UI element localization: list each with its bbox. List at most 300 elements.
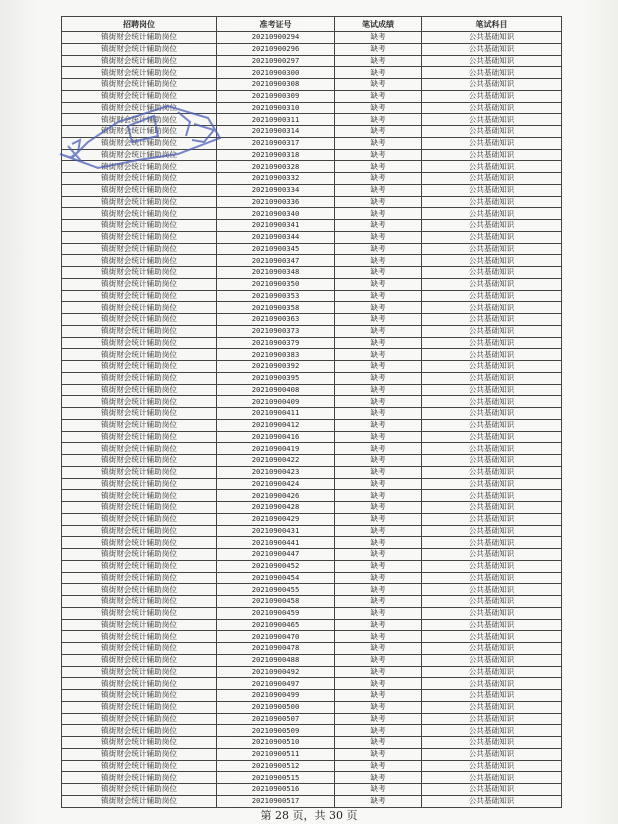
- header-subject: 笔试科目: [422, 17, 562, 32]
- cell-subject: 公共基础知识: [422, 231, 562, 243]
- cell-score: 缺考: [335, 455, 422, 467]
- cell-exam-id: 20210900478: [217, 643, 335, 655]
- cell-exam-id: 20210900458: [217, 596, 335, 608]
- cell-position: 镇街财会统计辅助岗位: [62, 349, 217, 361]
- cell-exam-id: 20210900340: [217, 208, 335, 220]
- cell-subject: 公共基础知识: [422, 408, 562, 420]
- table-row: [62, 231, 562, 243]
- cell-subject: 公共基础知识: [422, 772, 562, 784]
- cell-score: 缺考: [335, 502, 422, 514]
- cell-subject: 公共基础知识: [422, 619, 562, 631]
- cell-subject: 公共基础知识: [422, 208, 562, 220]
- table-row: [62, 220, 562, 232]
- table-row: [62, 513, 562, 525]
- cell-position: 镇街财会统计辅助岗位: [62, 372, 217, 384]
- cell-subject: 公共基础知识: [422, 725, 562, 737]
- cell-exam-id: 20210900470: [217, 631, 335, 643]
- cell-score: 缺考: [335, 690, 422, 702]
- table-row: [62, 67, 562, 79]
- cell-exam-id: 20210900347: [217, 255, 335, 267]
- header-position: 招聘岗位: [62, 17, 217, 32]
- cell-subject: 公共基础知识: [422, 384, 562, 396]
- cell-subject: 公共基础知识: [422, 560, 562, 572]
- table-row: [62, 466, 562, 478]
- cell-position: 镇街财会统计辅助岗位: [62, 443, 217, 455]
- cell-subject: 公共基础知识: [422, 314, 562, 326]
- cell-subject: 公共基础知识: [422, 478, 562, 490]
- cell-score: 缺考: [335, 748, 422, 760]
- cell-exam-id: 20210900447: [217, 549, 335, 561]
- cell-exam-id: 20210900328: [217, 161, 335, 173]
- table-row: [62, 748, 562, 760]
- cell-subject: 公共基础知识: [422, 631, 562, 643]
- table-row: [62, 396, 562, 408]
- cell-exam-id: 20210900311: [217, 114, 335, 126]
- cell-score: 缺考: [335, 278, 422, 290]
- cell-score: 缺考: [335, 102, 422, 114]
- cell-score: 缺考: [335, 631, 422, 643]
- cell-subject: 公共基础知识: [422, 184, 562, 196]
- cell-position: 镇街财会统计辅助岗位: [62, 419, 217, 431]
- cell-subject: 公共基础知识: [422, 643, 562, 655]
- table-row: [62, 32, 562, 44]
- table-row: [62, 278, 562, 290]
- cell-exam-id: 20210900297: [217, 55, 335, 67]
- cell-exam-id: 20210900515: [217, 772, 335, 784]
- cell-exam-id: 20210900308: [217, 79, 335, 91]
- cell-exam-id: 20210900411: [217, 408, 335, 420]
- cell-subject: 公共基础知识: [422, 255, 562, 267]
- cell-score: 缺考: [335, 549, 422, 561]
- table-row: [62, 690, 562, 702]
- table-row: [62, 795, 562, 807]
- table-row: [62, 302, 562, 314]
- cell-exam-id: 20210900296: [217, 43, 335, 55]
- cell-position: 镇街财会统计辅助岗位: [62, 549, 217, 561]
- cell-position: 镇街财会统计辅助岗位: [62, 255, 217, 267]
- cell-exam-id: 20210900510: [217, 737, 335, 749]
- cell-exam-id: 20210900358: [217, 302, 335, 314]
- cell-position: 镇街财会统计辅助岗位: [62, 79, 217, 91]
- cell-exam-id: 20210900419: [217, 443, 335, 455]
- cell-score: 缺考: [335, 384, 422, 396]
- cell-subject: 公共基础知识: [422, 90, 562, 102]
- results-table: [61, 16, 562, 808]
- cell-subject: 公共基础知识: [422, 525, 562, 537]
- cell-subject: 公共基础知识: [422, 126, 562, 138]
- cell-score: 缺考: [335, 408, 422, 420]
- cell-score: 缺考: [335, 220, 422, 232]
- page-number: 第 28 页，共 30 页: [260, 809, 358, 822]
- cell-exam-id: 20210900459: [217, 607, 335, 619]
- table-row: [62, 654, 562, 666]
- cell-subject: 公共基础知识: [422, 79, 562, 91]
- table-row: [62, 701, 562, 713]
- cell-position: 镇街财会统计辅助岗位: [62, 278, 217, 290]
- cell-exam-id: 20210900499: [217, 690, 335, 702]
- cell-position: 镇街财会统计辅助岗位: [62, 208, 217, 220]
- cell-position: 镇街财会统计辅助岗位: [62, 596, 217, 608]
- cell-score: 缺考: [335, 737, 422, 749]
- cell-score: 缺考: [335, 349, 422, 361]
- cell-position: 镇街财会统计辅助岗位: [62, 67, 217, 79]
- cell-position: 镇街财会统计辅助岗位: [62, 607, 217, 619]
- cell-position: 镇街财会统计辅助岗位: [62, 302, 217, 314]
- cell-subject: 公共基础知识: [422, 443, 562, 455]
- cell-exam-id: 20210900512: [217, 760, 335, 772]
- cell-exam-id: 20210900334: [217, 184, 335, 196]
- cell-subject: 公共基础知识: [422, 349, 562, 361]
- table-row: [62, 90, 562, 102]
- table-row: [62, 208, 562, 220]
- cell-exam-id: 20210900300: [217, 67, 335, 79]
- cell-subject: 公共基础知识: [422, 572, 562, 584]
- cell-score: 缺考: [335, 584, 422, 596]
- cell-position: 镇街财会统计辅助岗位: [62, 560, 217, 572]
- cell-subject: 公共基础知识: [422, 243, 562, 255]
- cell-exam-id: 20210900348: [217, 267, 335, 279]
- header-score: 笔试成绩: [335, 17, 422, 32]
- table-row: [62, 725, 562, 737]
- cell-score: 缺考: [335, 666, 422, 678]
- cell-position: 镇街财会统计辅助岗位: [62, 431, 217, 443]
- cell-score: 缺考: [335, 490, 422, 502]
- cell-score: 缺考: [335, 196, 422, 208]
- cell-subject: 公共基础知识: [422, 137, 562, 149]
- cell-subject: 公共基础知识: [422, 43, 562, 55]
- cell-score: 缺考: [335, 466, 422, 478]
- cell-score: 缺考: [335, 325, 422, 337]
- cell-subject: 公共基础知识: [422, 654, 562, 666]
- cell-exam-id: 20210900412: [217, 419, 335, 431]
- cell-exam-id: 20210900511: [217, 748, 335, 760]
- cell-position: 镇街财会统计辅助岗位: [62, 290, 217, 302]
- table-row: [62, 784, 562, 796]
- cell-score: 缺考: [335, 478, 422, 490]
- cell-score: 缺考: [335, 267, 422, 279]
- table-row: [62, 490, 562, 502]
- cell-position: 镇街财会统计辅助岗位: [62, 795, 217, 807]
- cell-score: 缺考: [335, 396, 422, 408]
- cell-subject: 公共基础知识: [422, 325, 562, 337]
- table-row: [62, 560, 562, 572]
- cell-exam-id: 20210900317: [217, 137, 335, 149]
- cell-score: 缺考: [335, 725, 422, 737]
- cell-score: 缺考: [335, 513, 422, 525]
- table-row: [62, 79, 562, 91]
- cell-subject: 公共基础知识: [422, 690, 562, 702]
- table-row: [62, 419, 562, 431]
- cell-subject: 公共基础知识: [422, 290, 562, 302]
- cell-exam-id: 20210900426: [217, 490, 335, 502]
- cell-score: 缺考: [335, 79, 422, 91]
- table-row: [62, 408, 562, 420]
- cell-exam-id: 20210900492: [217, 666, 335, 678]
- cell-position: 镇街财会统计辅助岗位: [62, 666, 217, 678]
- cell-subject: 公共基础知识: [422, 596, 562, 608]
- cell-score: 缺考: [335, 537, 422, 549]
- cell-subject: 公共基础知识: [422, 196, 562, 208]
- cell-score: 缺考: [335, 784, 422, 796]
- table-row: [62, 314, 562, 326]
- cell-score: 缺考: [335, 713, 422, 725]
- cell-exam-id: 20210900408: [217, 384, 335, 396]
- cell-position: 镇街财会统计辅助岗位: [62, 55, 217, 67]
- cell-position: 镇街财会统计辅助岗位: [62, 772, 217, 784]
- cell-subject: 公共基础知识: [422, 173, 562, 185]
- table-row: [62, 455, 562, 467]
- cell-position: 镇街财会统计辅助岗位: [62, 231, 217, 243]
- table-row: [62, 478, 562, 490]
- cell-position: 镇街财会统计辅助岗位: [62, 678, 217, 690]
- cell-exam-id: 20210900379: [217, 337, 335, 349]
- cell-score: 缺考: [335, 525, 422, 537]
- cell-exam-id: 20210900429: [217, 513, 335, 525]
- cell-subject: 公共基础知识: [422, 102, 562, 114]
- table-row: [62, 666, 562, 678]
- cell-exam-id: 20210900422: [217, 455, 335, 467]
- cell-score: 缺考: [335, 126, 422, 138]
- table-row: [62, 149, 562, 161]
- cell-position: 镇街财会统计辅助岗位: [62, 725, 217, 737]
- cell-position: 镇街财会统计辅助岗位: [62, 784, 217, 796]
- cell-exam-id: 20210900452: [217, 560, 335, 572]
- cell-exam-id: 20210900373: [217, 325, 335, 337]
- cell-score: 缺考: [335, 67, 422, 79]
- cell-position: 镇街财会统计辅助岗位: [62, 748, 217, 760]
- table-row: [62, 619, 562, 631]
- cell-exam-id: 20210900345: [217, 243, 335, 255]
- cell-position: 镇街财会统计辅助岗位: [62, 173, 217, 185]
- cell-subject: 公共基础知识: [422, 455, 562, 467]
- cell-exam-id: 20210900500: [217, 701, 335, 713]
- cell-subject: 公共基础知识: [422, 584, 562, 596]
- cell-position: 镇街财会统计辅助岗位: [62, 525, 217, 537]
- cell-position: 镇街财会统计辅助岗位: [62, 43, 217, 55]
- table-row: [62, 184, 562, 196]
- cell-position: 镇街财会统计辅助岗位: [62, 513, 217, 525]
- cell-exam-id: 20210900509: [217, 725, 335, 737]
- cell-score: 缺考: [335, 43, 422, 55]
- cell-score: 缺考: [335, 173, 422, 185]
- cell-position: 镇街财会统计辅助岗位: [62, 314, 217, 326]
- cell-subject: 公共基础知识: [422, 337, 562, 349]
- table-row: [62, 772, 562, 784]
- cell-position: 镇街财会统计辅助岗位: [62, 690, 217, 702]
- cell-score: 缺考: [335, 443, 422, 455]
- table-row: [62, 549, 562, 561]
- cell-score: 缺考: [335, 184, 422, 196]
- table-row: [62, 525, 562, 537]
- cell-score: 缺考: [335, 619, 422, 631]
- cell-score: 缺考: [335, 302, 422, 314]
- cell-exam-id: 20210900318: [217, 149, 335, 161]
- cell-subject: 公共基础知识: [422, 678, 562, 690]
- cell-subject: 公共基础知识: [422, 748, 562, 760]
- cell-position: 镇街财会统计辅助岗位: [62, 396, 217, 408]
- cell-score: 缺考: [335, 55, 422, 67]
- cell-score: 缺考: [335, 701, 422, 713]
- cell-subject: 公共基础知识: [422, 537, 562, 549]
- cell-position: 镇街财会统计辅助岗位: [62, 408, 217, 420]
- cell-exam-id: 20210900454: [217, 572, 335, 584]
- table-row: [62, 126, 562, 138]
- cell-subject: 公共基础知识: [422, 55, 562, 67]
- cell-subject: 公共基础知识: [422, 149, 562, 161]
- table-row: [62, 572, 562, 584]
- cell-exam-id: 20210900441: [217, 537, 335, 549]
- cell-score: 缺考: [335, 678, 422, 690]
- cell-position: 镇街财会统计辅助岗位: [62, 267, 217, 279]
- cell-exam-id: 20210900424: [217, 478, 335, 490]
- header-exam-id: 准考证号: [217, 17, 335, 32]
- table-body: [62, 32, 562, 808]
- cell-score: 缺考: [335, 231, 422, 243]
- cell-score: 缺考: [335, 32, 422, 44]
- cell-subject: 公共基础知识: [422, 549, 562, 561]
- cell-exam-id: 20210900332: [217, 173, 335, 185]
- table-row: [62, 114, 562, 126]
- cell-score: 缺考: [335, 772, 422, 784]
- cell-exam-id: 20210900497: [217, 678, 335, 690]
- cell-score: 缺考: [335, 290, 422, 302]
- table-row: [62, 631, 562, 643]
- cell-subject: 公共基础知识: [422, 67, 562, 79]
- cell-score: 缺考: [335, 255, 422, 267]
- table-row: [62, 173, 562, 185]
- cell-subject: 公共基础知识: [422, 161, 562, 173]
- cell-position: 镇街财会统计辅助岗位: [62, 713, 217, 725]
- table-row: [62, 372, 562, 384]
- cell-exam-id: 20210900507: [217, 713, 335, 725]
- table-row: [62, 349, 562, 361]
- cell-score: 缺考: [335, 607, 422, 619]
- cell-score: 缺考: [335, 654, 422, 666]
- cell-exam-id: 20210900455: [217, 584, 335, 596]
- cell-exam-id: 20210900314: [217, 126, 335, 138]
- cell-subject: 公共基础知识: [422, 502, 562, 514]
- cell-exam-id: 20210900310: [217, 102, 335, 114]
- cell-score: 缺考: [335, 795, 422, 807]
- cell-score: 缺考: [335, 314, 422, 326]
- cell-position: 镇街财会统计辅助岗位: [62, 478, 217, 490]
- cell-position: 镇街财会统计辅助岗位: [62, 490, 217, 502]
- cell-exam-id: 20210900423: [217, 466, 335, 478]
- cell-subject: 公共基础知识: [422, 607, 562, 619]
- cell-position: 镇街财会统计辅助岗位: [62, 760, 217, 772]
- cell-subject: 公共基础知识: [422, 361, 562, 373]
- cell-position: 镇街财会统计辅助岗位: [62, 114, 217, 126]
- cell-exam-id: 20210900431: [217, 525, 335, 537]
- cell-subject: 公共基础知识: [422, 466, 562, 478]
- cell-score: 缺考: [335, 643, 422, 655]
- cell-score: 缺考: [335, 560, 422, 572]
- table-row: [62, 361, 562, 373]
- cell-exam-id: 20210900395: [217, 372, 335, 384]
- cell-exam-id: 20210900392: [217, 361, 335, 373]
- cell-exam-id: 20210900409: [217, 396, 335, 408]
- cell-position: 镇街财会统计辅助岗位: [62, 584, 217, 596]
- table-row: [62, 443, 562, 455]
- cell-subject: 公共基础知识: [422, 267, 562, 279]
- cell-score: 缺考: [335, 243, 422, 255]
- cell-subject: 公共基础知识: [422, 701, 562, 713]
- table-row: [62, 643, 562, 655]
- table-row: [62, 502, 562, 514]
- table-row: [62, 337, 562, 349]
- table-row: [62, 607, 562, 619]
- table-row: [62, 596, 562, 608]
- cell-exam-id: 20210900488: [217, 654, 335, 666]
- table-row: [62, 431, 562, 443]
- cell-exam-id: 20210900465: [217, 619, 335, 631]
- cell-score: 缺考: [335, 90, 422, 102]
- cell-position: 镇街财会统计辅助岗位: [62, 90, 217, 102]
- cell-position: 镇街财会统计辅助岗位: [62, 455, 217, 467]
- cell-position: 镇街财会统计辅助岗位: [62, 220, 217, 232]
- cell-exam-id: 20210900516: [217, 784, 335, 796]
- cell-score: 缺考: [335, 361, 422, 373]
- table-row: [62, 267, 562, 279]
- cell-position: 镇街财会统计辅助岗位: [62, 384, 217, 396]
- table-row: [62, 384, 562, 396]
- cell-subject: 公共基础知识: [422, 760, 562, 772]
- table-row: [62, 537, 562, 549]
- table-row: [62, 713, 562, 725]
- cell-position: 镇街财会统计辅助岗位: [62, 701, 217, 713]
- cell-exam-id: 20210900341: [217, 220, 335, 232]
- cell-subject: 公共基础知识: [422, 795, 562, 807]
- table-row: [62, 55, 562, 67]
- cell-exam-id: 20210900428: [217, 502, 335, 514]
- cell-position: 镇街财会统计辅助岗位: [62, 337, 217, 349]
- cell-subject: 公共基础知识: [422, 713, 562, 725]
- cell-subject: 公共基础知识: [422, 278, 562, 290]
- table-row: [62, 255, 562, 267]
- table-row: [62, 43, 562, 55]
- cell-position: 镇街财会统计辅助岗位: [62, 196, 217, 208]
- cell-subject: 公共基础知识: [422, 32, 562, 44]
- cell-position: 镇街财会统计辅助岗位: [62, 654, 217, 666]
- cell-score: 缺考: [335, 372, 422, 384]
- cell-exam-id: 20210900336: [217, 196, 335, 208]
- cell-score: 缺考: [335, 208, 422, 220]
- cell-score: 缺考: [335, 760, 422, 772]
- cell-score: 缺考: [335, 161, 422, 173]
- cell-position: 镇街财会统计辅助岗位: [62, 161, 217, 173]
- cell-position: 镇街财会统计辅助岗位: [62, 325, 217, 337]
- cell-position: 镇街财会统计辅助岗位: [62, 572, 217, 584]
- table-row: [62, 584, 562, 596]
- cell-exam-id: 20210900344: [217, 231, 335, 243]
- table-row: [62, 137, 562, 149]
- cell-score: 缺考: [335, 149, 422, 161]
- cell-position: 镇街财会统计辅助岗位: [62, 102, 217, 114]
- cell-score: 缺考: [335, 337, 422, 349]
- cell-subject: 公共基础知识: [422, 513, 562, 525]
- cell-score: 缺考: [335, 572, 422, 584]
- cell-position: 镇街财会统计辅助岗位: [62, 184, 217, 196]
- cell-position: 镇街财会统计辅助岗位: [62, 502, 217, 514]
- cell-subject: 公共基础知识: [422, 396, 562, 408]
- cell-position: 镇街财会统计辅助岗位: [62, 361, 217, 373]
- cell-position: 镇街财会统计辅助岗位: [62, 137, 217, 149]
- cell-subject: 公共基础知识: [422, 784, 562, 796]
- cell-subject: 公共基础知识: [422, 220, 562, 232]
- table-row: [62, 678, 562, 690]
- table-header-row: [62, 17, 562, 32]
- cell-position: 镇街财会统计辅助岗位: [62, 32, 217, 44]
